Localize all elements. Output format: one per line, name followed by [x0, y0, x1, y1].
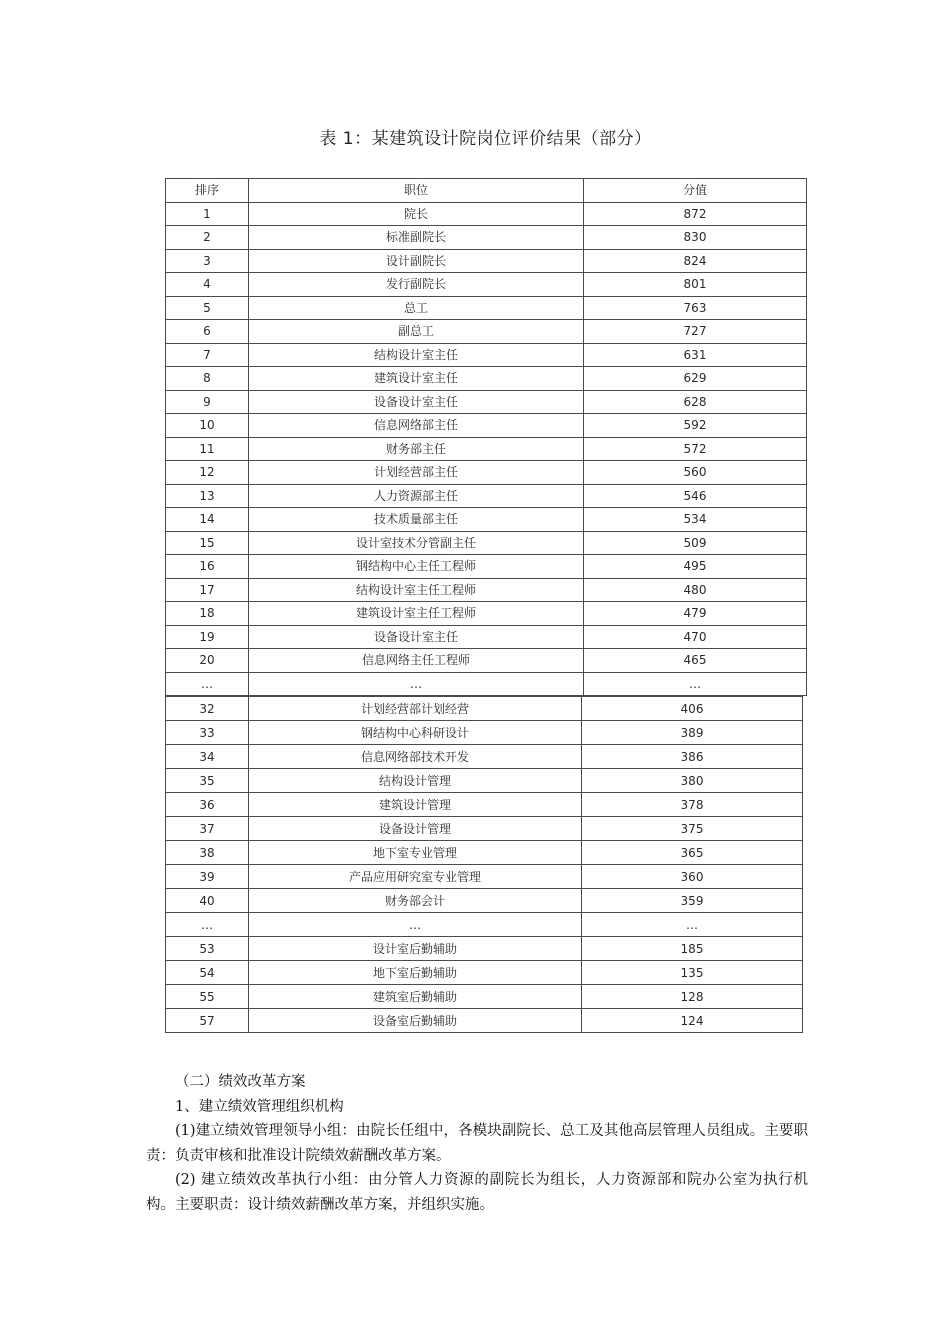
rank-cell: 18 — [166, 602, 249, 626]
table-row — [166, 937, 803, 961]
score-cell: 801 — [584, 273, 807, 297]
rank-cell: 32 — [166, 697, 249, 721]
position-cell: 计划经营部主任 — [249, 461, 584, 485]
score-cell: 406 — [582, 697, 803, 721]
position-cell: 结构设计室主任工程师 — [249, 578, 584, 602]
table-row — [166, 745, 803, 769]
rank-cell: 36 — [166, 793, 249, 817]
position-cell: … — [249, 913, 582, 937]
score-cell: 763 — [584, 296, 807, 320]
score-cell: 389 — [582, 721, 803, 745]
rank-cell: 38 — [166, 841, 249, 865]
score-cell: 360 — [582, 865, 803, 889]
position-cell: 信息网络部技术开发 — [249, 745, 582, 769]
table-row — [166, 555, 807, 579]
position-cell: 院长 — [249, 202, 584, 226]
table-row — [166, 793, 803, 817]
position-cell: 设计室技术分管副主任 — [249, 531, 584, 555]
sub-heading: 1、建立绩效管理组织机构 — [175, 1098, 344, 1115]
position-cell: 设计副院长 — [249, 249, 584, 273]
table-row — [166, 179, 807, 203]
table-row — [166, 649, 807, 673]
evaluation-table-top — [165, 178, 807, 696]
score-cell: 380 — [582, 769, 803, 793]
position-cell: 信息网络部主任 — [249, 414, 584, 438]
table-row — [166, 889, 803, 913]
rank-cell: 5 — [166, 296, 249, 320]
table-row — [166, 531, 807, 555]
rank-cell: … — [166, 913, 249, 937]
rank-cell: 7 — [166, 343, 249, 367]
score-cell: … — [584, 672, 807, 696]
score-cell: 124 — [582, 1009, 803, 1033]
score-cell: 727 — [584, 320, 807, 344]
position-cell: 产品应用研究室专业管理 — [249, 865, 582, 889]
table-row — [166, 343, 807, 367]
section-heading: （二）绩效改革方案 — [175, 1074, 306, 1090]
rank-cell: 6 — [166, 320, 249, 344]
score-cell: 824 — [584, 249, 807, 273]
table-row — [166, 202, 807, 226]
position-cell: 发行副院长 — [249, 273, 584, 297]
score-cell: 592 — [584, 414, 807, 438]
rank-cell: 1 — [166, 202, 249, 226]
score-cell: 185 — [582, 937, 803, 961]
table-row — [166, 672, 807, 696]
score-cell: 546 — [584, 484, 807, 508]
rank-cell: 11 — [166, 437, 249, 461]
score-cell: 386 — [582, 745, 803, 769]
table-row — [166, 913, 803, 937]
position-cell: 副总工 — [249, 320, 584, 344]
rank-cell: 33 — [166, 721, 249, 745]
table-row — [166, 1009, 803, 1033]
rank-cell: 4 — [166, 273, 249, 297]
table-row — [166, 249, 807, 273]
position-cell: 钢结构中心科研设计 — [249, 721, 582, 745]
position-cell: 技术质量部主任 — [249, 508, 584, 532]
score-cell: 128 — [582, 985, 803, 1009]
rank-cell: 39 — [166, 865, 249, 889]
paragraph-1: (1)建立绩效管理领导小组：由院长任组中，各模块副院长、总工及其他高层管理人员组成。主要职责：负责审核和批准设计院绩效薪酬改革方案。 — [146, 1123, 808, 1164]
rank-cell: 54 — [166, 961, 249, 985]
score-cell: 560 — [584, 461, 807, 485]
score-cell: 480 — [584, 578, 807, 602]
position-cell: 标准副院长 — [249, 226, 584, 250]
rank-cell: 40 — [166, 889, 249, 913]
score-cell: 359 — [582, 889, 803, 913]
table-row — [166, 961, 803, 985]
rank-cell: 35 — [166, 769, 249, 793]
table-row — [166, 841, 803, 865]
score-cell: 509 — [584, 531, 807, 555]
rank-cell: 3 — [166, 249, 249, 273]
rank-cell: 15 — [166, 531, 249, 555]
table-row — [166, 721, 803, 745]
position-cell: 建筑设计管理 — [249, 793, 582, 817]
table-row — [166, 414, 807, 438]
table-row — [166, 367, 807, 391]
rank-header: 排序 — [166, 179, 249, 203]
score-cell: 631 — [584, 343, 807, 367]
table-row — [166, 865, 803, 889]
table-row — [166, 769, 803, 793]
position-cell: 总工 — [249, 296, 584, 320]
table-row — [166, 226, 807, 250]
position-cell: 设备设计室主任 — [249, 625, 584, 649]
rank-cell: 20 — [166, 649, 249, 673]
score-cell: 572 — [584, 437, 807, 461]
position-cell: 建筑室后勤辅助 — [249, 985, 582, 1009]
table-row — [166, 484, 807, 508]
position-header: 职位 — [249, 179, 584, 203]
score-cell: … — [582, 913, 803, 937]
position-cell: 人力资源部主任 — [249, 484, 584, 508]
score-cell: 872 — [584, 202, 807, 226]
score-cell: 375 — [582, 817, 803, 841]
position-cell: 计划经营部计划经营 — [249, 697, 582, 721]
table-row — [166, 437, 807, 461]
rank-cell: 57 — [166, 1009, 249, 1033]
rank-cell: 2 — [166, 226, 249, 250]
body-text — [146, 1070, 808, 1217]
position-cell: 建筑设计室主任 — [249, 367, 584, 391]
table-row — [166, 625, 807, 649]
rank-cell: … — [166, 672, 249, 696]
paragraph-2: (2) 建立绩效改革执行小组：由分管人力资源的副院长为组长，人力资源部和院办公室为执行机构。主要职责：设计绩效薪酬改革方案，并组织实施。 — [146, 1172, 808, 1213]
rank-cell: 10 — [166, 414, 249, 438]
score-header: 分值 — [584, 179, 807, 203]
position-cell: 信息网络主任工程师 — [249, 649, 584, 673]
position-cell: 地下室专业管理 — [249, 841, 582, 865]
rank-cell: 17 — [166, 578, 249, 602]
score-cell: 465 — [584, 649, 807, 673]
score-cell: 534 — [584, 508, 807, 532]
rank-cell: 37 — [166, 817, 249, 841]
rank-cell: 53 — [166, 937, 249, 961]
table-row — [166, 578, 807, 602]
score-cell: 479 — [584, 602, 807, 626]
score-cell: 470 — [584, 625, 807, 649]
table-row — [166, 508, 807, 532]
table-row — [166, 273, 807, 297]
table-title: 表 1：某建筑设计院岗位评价结果（部分） — [319, 129, 652, 149]
position-cell: 设备设计室主任 — [249, 390, 584, 414]
position-cell: 设备设计管理 — [249, 817, 582, 841]
table-row — [166, 390, 807, 414]
table-row — [166, 985, 803, 1009]
rank-cell: 13 — [166, 484, 249, 508]
score-cell: 495 — [584, 555, 807, 579]
rank-cell: 12 — [166, 461, 249, 485]
position-cell: … — [249, 672, 584, 696]
score-cell: 365 — [582, 841, 803, 865]
position-cell: 财务部会计 — [249, 889, 582, 913]
table-row — [166, 296, 807, 320]
table-row — [166, 320, 807, 344]
evaluation-table-bottom — [165, 696, 803, 1033]
score-cell: 629 — [584, 367, 807, 391]
position-cell: 设备室后勤辅助 — [249, 1009, 582, 1033]
table-row — [166, 461, 807, 485]
score-cell: 135 — [582, 961, 803, 985]
table-row — [166, 602, 807, 626]
position-cell: 设计室后勤辅助 — [249, 937, 582, 961]
table-row — [166, 817, 803, 841]
rank-cell: 14 — [166, 508, 249, 532]
position-cell: 结构设计管理 — [249, 769, 582, 793]
rank-cell: 9 — [166, 390, 249, 414]
score-cell: 830 — [584, 226, 807, 250]
score-cell: 628 — [584, 390, 807, 414]
position-cell: 结构设计室主任 — [249, 343, 584, 367]
position-cell: 地下室后勤辅助 — [249, 961, 582, 985]
rank-cell: 34 — [166, 745, 249, 769]
position-cell: 财务部主任 — [249, 437, 584, 461]
score-cell: 378 — [582, 793, 803, 817]
position-cell: 钢结构中心主任工程师 — [249, 555, 584, 579]
position-cell: 建筑设计室主任工程师 — [249, 602, 584, 626]
rank-cell: 55 — [166, 985, 249, 1009]
rank-cell: 16 — [166, 555, 249, 579]
rank-cell: 19 — [166, 625, 249, 649]
rank-cell: 8 — [166, 367, 249, 391]
table-row — [166, 697, 803, 721]
